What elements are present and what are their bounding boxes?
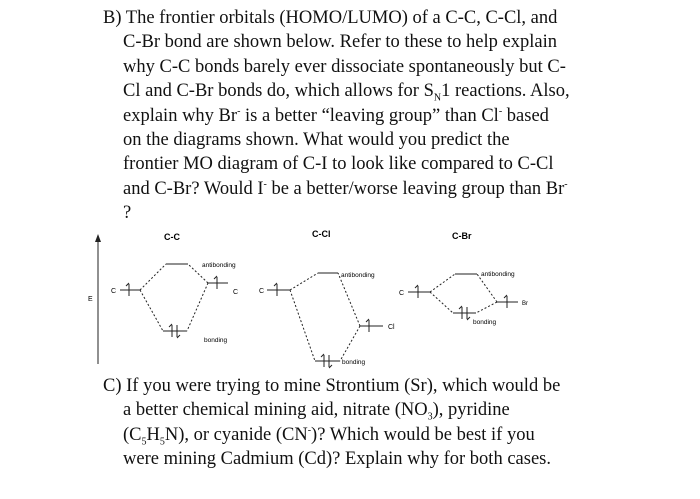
left-atom-c-c: C [111,288,117,295]
antibonding-label-c-cl: antibonding [341,272,375,279]
panel-title-c-br: C-Br [452,231,472,241]
subscript: 3 [427,412,433,424]
bonding-label-c-cl: bonding [342,359,366,366]
text-span: be a better/worse leaving group than Br [266,178,565,199]
question-c-line [103,374,663,398]
panel-title-c-c: C-C [164,232,180,242]
text-span: Cl and C-Br bonds do, which allows for S [123,81,434,102]
panel-c-cl [267,273,383,368]
right-atom-c-cl: Cl [388,324,395,331]
question-c-line [103,423,663,447]
question-b-line [103,55,623,79]
text-span: ? [123,203,132,224]
question-b [103,6,623,226]
bonding-label-c-c: bonding [204,337,228,344]
text-span: and C-Br? Would I [123,178,264,199]
subscript: N [433,92,442,104]
right-atom-c-c: C [233,289,239,296]
energy-axis [88,234,101,364]
superscript: - [263,178,267,190]
text-span: frontier MO diagram of C-I to look like compared to C-Cl [123,154,554,175]
question-b-line [103,152,623,176]
energy-axis-label: E [88,296,93,303]
text-span: (C [123,424,142,445]
question-c-line [103,398,663,422]
text-span: why C-C bonds barely ever dissociate spontaneously but C- [123,56,566,77]
question-b-line [103,30,623,54]
text-span: were mining Cadmium (Cd)? Explain why for both cases. [123,449,551,470]
panel-c-br [408,274,518,320]
text-span: C) If you were trying to mine Strontium (Sr), which would be [103,376,561,396]
question-c-line [103,447,663,471]
text-span: ), pyridine [432,400,510,421]
superscript: - [564,178,568,190]
text-span: based [502,105,549,126]
question-c [103,374,663,472]
bonding-label-c-br: bonding [473,319,497,326]
right-atom-c-br: Br [522,301,528,307]
text-span: explain why Br [123,105,238,126]
superscript: - [237,105,241,117]
question-b-line [103,128,623,152]
subscript: 5 [141,436,147,448]
text-span: is a better “leaving group” than Cl [240,105,499,126]
mo-diagram [0,222,700,372]
text-span: a better chemical mining aid, nitrate (NO [123,400,428,421]
superscript: - [307,424,312,436]
left-atom-c-cl: C [259,288,265,295]
antibonding-label-c-c: antibonding [202,262,236,269]
text-span: )? Which would be best if you [311,424,535,445]
panel-c-c [120,264,228,338]
text-span: N), or cyanide (CN [164,424,308,445]
text-span: B) The frontier orbitals (HOMO/LUMO) of a C-C, C-Cl, and [103,8,558,28]
antibonding-label-c-br: antibonding [481,271,515,278]
panel-title-c-cl: C-Cl [312,229,331,239]
text-span: H [146,424,160,445]
question-b-line [103,6,623,30]
subscript: 5 [159,436,165,448]
question-b-line [103,79,623,103]
question-b-line [103,177,623,201]
text-span: 1 reactions. Also, [441,81,570,102]
superscript: - [498,105,503,117]
left-atom-c-br: C [399,290,405,297]
text-span: on the diagrams shown. What would you predict the [123,130,510,151]
question-b-line [103,104,623,128]
text-span: C-Br bond are shown below. Refer to these to help explain [123,32,557,53]
